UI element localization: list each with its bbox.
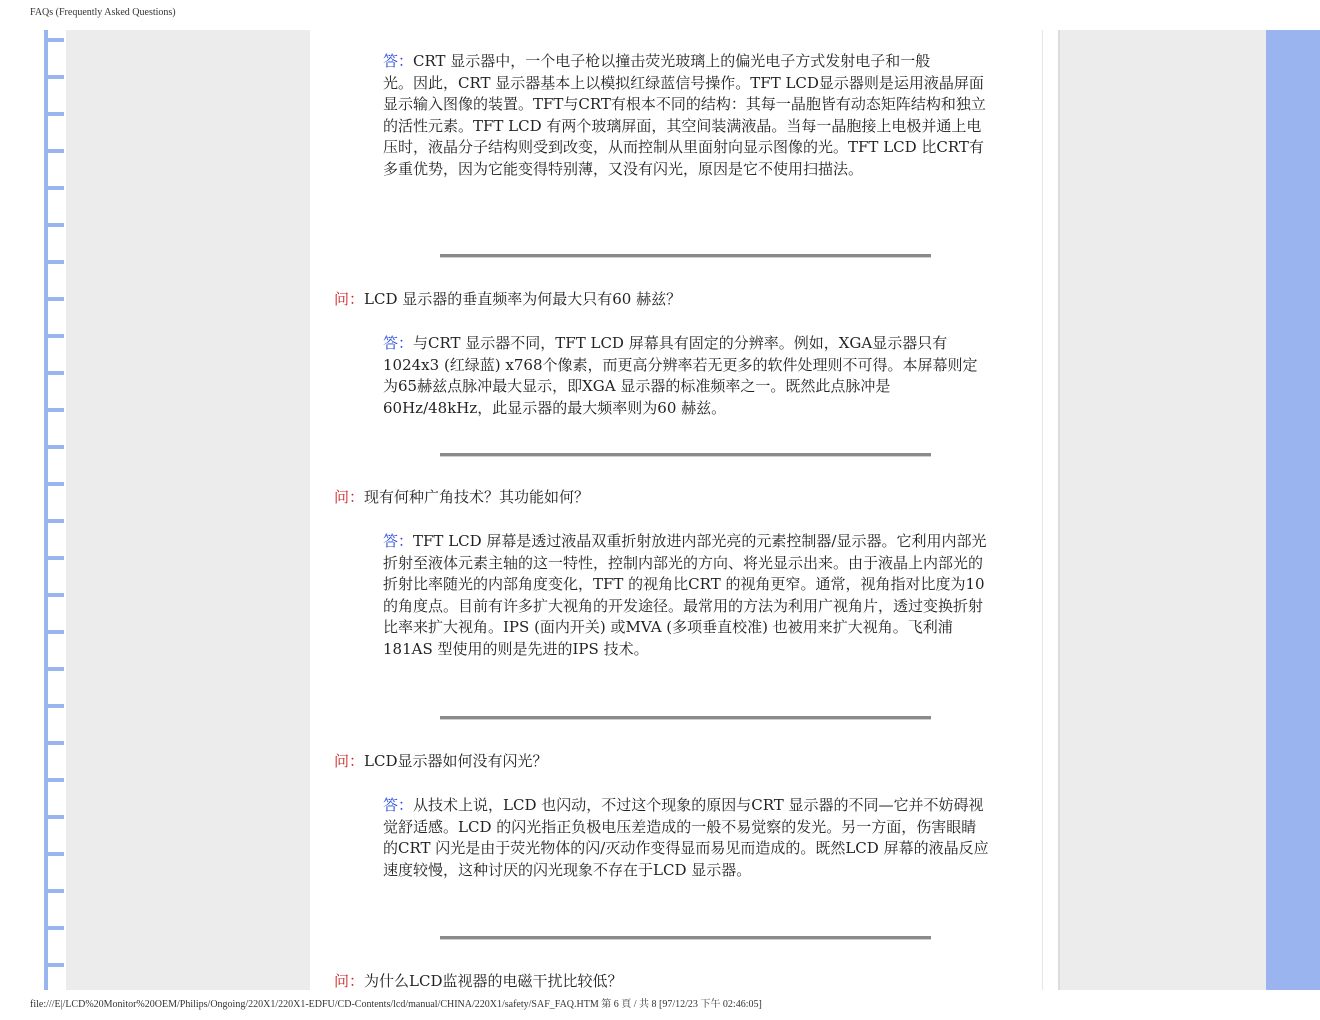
answer-text-line1: CRT 显示器中，一个电子枪以撞击荧光玻璃上的偏光电子方式发射电子和一般: [413, 52, 931, 70]
print-footer: file:///E|/LCD%20Monitor%20OEM/Philips/Ongoing/220X1/220X1-EDFU/CD-Contents/lcd/manual/CHINA/220X1/safety/SAF_FAQ.HTM 第 6 頁 / 共 8 [97/12/23 下午 02:46:05]: [30, 999, 762, 1010]
question-item: [334, 486, 1014, 508]
rail-tick: [44, 741, 64, 745]
question-label: 问：: [334, 972, 365, 990]
question-item: [334, 750, 1014, 772]
answer-label: 答：: [383, 334, 414, 352]
right-sidebar-panel: [1058, 30, 1268, 990]
rail-tick: [44, 445, 64, 449]
question-item: [334, 970, 1014, 992]
rail-tick: [44, 334, 64, 338]
rail-tick: [44, 963, 64, 967]
left-sidebar-panel: [66, 30, 310, 990]
rail-tick: [44, 38, 64, 42]
question-text: 现有何种广角技术？其功能如何？: [364, 488, 590, 506]
answer-block: [383, 333, 989, 419]
rail-tick: [44, 112, 64, 116]
rail-tick: [44, 778, 64, 782]
right-accent-bar: [1266, 30, 1320, 990]
answer-label: 答：: [383, 52, 414, 70]
answer-text: 光。因此，CRT 显示器基本上以模拟红绿蓝信号操作。TFT LCD显示器则是运用液晶屏面显示输入图像的装置。TFT与CRT有根本不同的结构：其每一晶胞皆有动态矩阵结构和独立的活性元素。TFT LCD 有两个玻璃屏面，其空间装满液晶。当每一晶胞接上电极并通上电压时，液晶分子结构则受到改变，从而控制从里面射向显示图像的光。TFT LCD 比CRT有多重优势，因为它能变得特别薄，又没有闪光，原因是它不使用扫描法。: [383, 73, 986, 178]
divider: [440, 716, 931, 720]
answer-text: TFT LCD 屏幕是透过液晶双重折射放进内部光亮的元素控制器/显示器。它利用内部光折射至液体元素主轴的这一特性，控制内部光的方向、将光显示出来。由于液晶上内部光的折射比率随光的内部角度变化，TFT 的视角比CRT 的视角更窄。通常，视角指对比度为10 的角度点。目前有许多扩大视角的开发途径。最常用的方法为利用广视角片，透过变换折射比率来扩大视角。IPS (面内开关) 或MVA (多项垂直校准) 也被用来扩大视角。飞利浦181AS 型使用的则是先进的IPS 技术。: [383, 532, 987, 658]
rail-tick: [44, 186, 64, 190]
question-item: [334, 288, 1014, 310]
rail-tick: [44, 482, 64, 486]
answer-block: [383, 795, 989, 881]
question-label: 问：: [334, 752, 365, 770]
question-text: LCD显示器如何没有闪光？: [364, 752, 548, 770]
rail-tick: [44, 519, 64, 523]
rail-tick: [44, 630, 64, 634]
divider: [440, 936, 931, 940]
rail-tick: [44, 260, 64, 264]
rail-tick: [44, 149, 64, 153]
rail-line: [44, 30, 48, 990]
question-text: 为什么LCD监视器的电磁干扰比较低？: [364, 972, 623, 990]
answer-label: 答：: [383, 796, 414, 814]
divider: [440, 254, 931, 258]
question-label: 问：: [334, 488, 365, 506]
divider: [440, 453, 931, 457]
rail-tick: [44, 75, 64, 79]
rail-tick: [44, 297, 64, 301]
answer-text: 与CRT 显示器不同，TFT LCD 屏幕具有固定的分辨率。例如，XGA显示器只有1024x3 (红绿蓝) x768个像素，而更高分辨率若无更多的软件处理则不可得。本屏幕则定为65赫兹点脉冲最大显示，即XGA 显示器的标准频率之一。既然此点脉冲是60Hz/48kHz，此显示器的最大频率则为60 赫兹。: [383, 334, 978, 417]
left-rail: [44, 30, 66, 990]
answer-block: [383, 531, 989, 661]
rail-tick: [44, 593, 64, 597]
answer-text: 从技术上说，LCD 也闪动，不过这个现象的原因与CRT 显示器的不同—它并不妨碍视觉舒适感。LCD 的闪光指正负极电压差造成的一般不易觉察的发光。另一方面，伤害眼睛的CRT 闪光是由于荧光物体的闪/灭动作变得显而易见而造成的。既然LCD 屏幕的液晶反应速度较慢，这种讨厌的闪光现象不存在于LCD 显示器。: [383, 796, 989, 879]
answer-label: 答：: [383, 532, 414, 550]
rail-tick: [44, 371, 64, 375]
question-text: LCD 显示器的垂直频率为何最大只有60 赫兹？: [364, 290, 682, 308]
rail-tick: [44, 889, 64, 893]
rail-tick: [44, 223, 64, 227]
rail-tick: [44, 667, 64, 671]
answer-block: [383, 51, 989, 181]
rail-tick: [44, 852, 64, 856]
question-label: 问：: [334, 290, 365, 308]
rail-tick: [44, 408, 64, 412]
print-header: FAQs (Frequently Asked Questions): [30, 7, 176, 18]
rail-tick: [44, 926, 64, 930]
rail-tick: [44, 815, 64, 819]
rail-tick: [44, 704, 64, 708]
rail-tick: [44, 556, 64, 560]
